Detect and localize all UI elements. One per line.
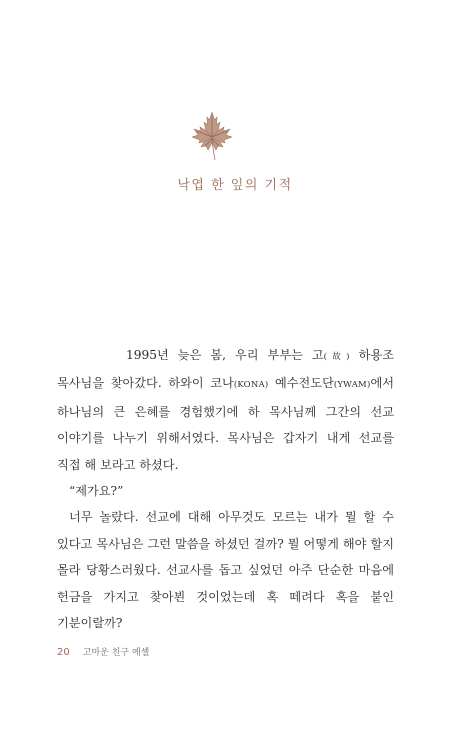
paragraph-text: 에서 하나님의 큰 은혜를 경험했기에 하 목사님께 그간의 선교 이야기를 나누기 위해서였다. 목사님은 갑자기 내게 선교를 직접 해 보라고 하셨다. <box>57 376 395 472</box>
paragraph <box>57 342 394 478</box>
paragraph: 너무 놀랐다. 선교에 대해 아무것도 모르는 내가 뭘 할 수 있다고 목사님은 그런 말씀을 하셨던 걸까? 뭘 어떻게 해야 할지 몰라 당황스러웠다. 선교사를 돕고 싶었던 아주 단순한 마음에 헌금을 가지고 찾아뵌 것이었는데 혹 떼려다 혹을 붙인 기분이랄까? <box>57 510 394 631</box>
paragraph-text: 하용조 목사님을 찾아갔다. 하와이 코나 <box>57 348 394 391</box>
maple-leaf-icon <box>189 110 235 162</box>
annotation-hanja: (故) <box>323 352 350 362</box>
paragraph-text: 예수전도단 <box>268 376 334 391</box>
annotation-ywam: (YWAM) <box>333 380 371 391</box>
paragraph-text: 1995년 늦은 봄, 우리 부부는 고 <box>126 348 324 362</box>
dialogue-line: “제가요?” <box>69 484 124 499</box>
page-footer <box>57 645 149 658</box>
body-text <box>57 342 394 636</box>
page-number: 20 <box>57 647 70 658</box>
chapter-title: 낙엽 한 잎의 기적 <box>177 178 293 193</box>
annotation-kona: (KONA) <box>233 380 269 391</box>
book-title: 고마운 친구 예셸 <box>82 648 150 658</box>
